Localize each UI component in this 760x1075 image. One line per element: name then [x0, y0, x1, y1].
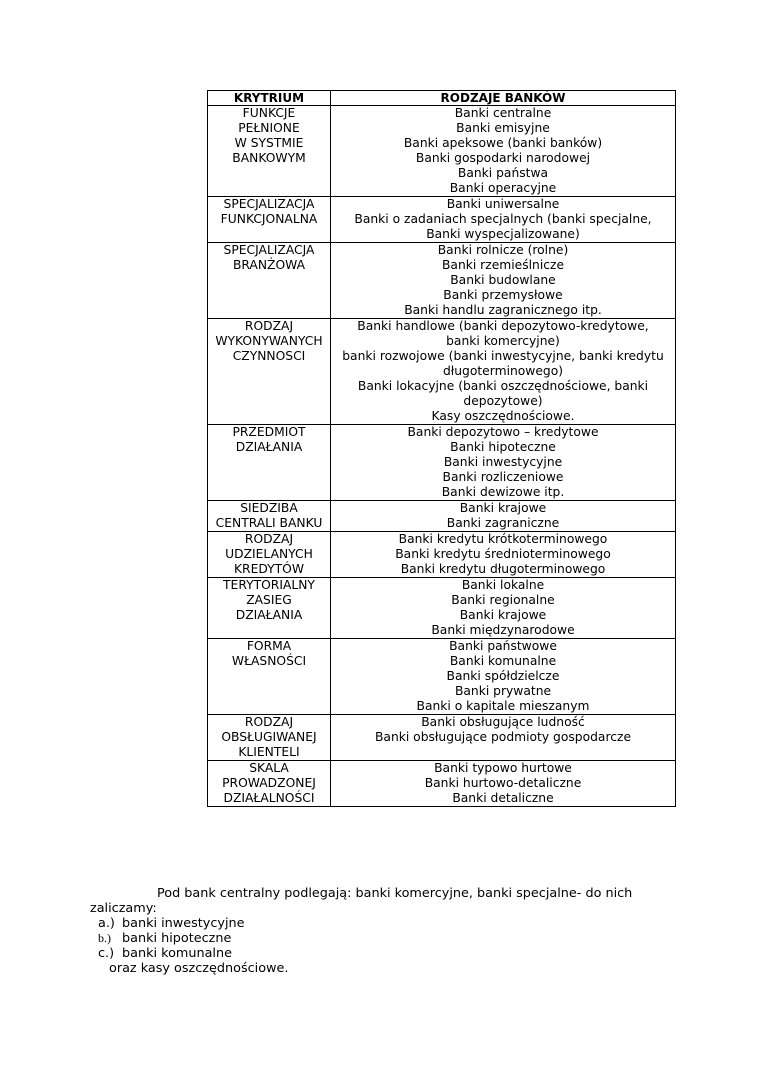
table-row — [208, 106, 676, 197]
bank-types-cell — [331, 243, 676, 319]
list-item-text: banki hipoteczne — [122, 931, 232, 946]
criterion-line: CZYNNOSCI — [232, 349, 306, 363]
table-row — [208, 715, 676, 761]
bank-type-line: Banki kredytu średnioterminowego — [395, 547, 611, 561]
table-row — [208, 532, 676, 578]
bank-types-cell — [331, 639, 676, 715]
bank-type-line: Banki komunalne — [449, 654, 557, 668]
bank-type-line: Banki budowlane — [450, 273, 556, 287]
bank-type-line: Banki inwestycyjne — [443, 455, 563, 469]
table-row — [208, 319, 676, 425]
bank-types-cell — [331, 761, 676, 807]
list-item — [90, 916, 690, 931]
bank-types-cell — [331, 106, 676, 197]
bank-type-line: Banki obsługujące podmioty gospodarcze — [374, 730, 632, 744]
criterion-line: TERYTORIALNY — [223, 578, 315, 592]
criterion-line: UDZIELANYCH — [225, 547, 313, 561]
bank-type-line: Banki gospodarki narodowej — [415, 151, 591, 165]
header-bank-types: RODZAJE BANKÓW — [331, 91, 676, 106]
bank-type-line: Banki państwa — [457, 166, 549, 180]
criterion-cell — [208, 425, 331, 501]
criterion-cell — [208, 761, 331, 807]
header-criterion: KRYTRIUM — [208, 91, 331, 106]
bank-types-cell — [331, 319, 676, 425]
table-row — [208, 578, 676, 639]
bank-type-line: Banki krajowe — [459, 608, 547, 622]
bank-type-line: banki rozwojowe (banki inwestycyjne, banki kredytu — [342, 349, 664, 363]
table-row — [208, 197, 676, 243]
bank-types-table — [207, 90, 676, 807]
criterion-cell — [208, 197, 331, 243]
list-item — [90, 931, 690, 946]
criterion-line: BRANŻOWA — [232, 258, 306, 272]
bank-type-line: Banki detaliczne — [452, 791, 554, 805]
criterion-line: KLIENTELI — [238, 745, 300, 759]
bank-type-line: Banki krajowe — [459, 501, 547, 515]
criterion-line: DZIAŁANIA — [235, 608, 303, 622]
criterion-line: RODZAJ — [244, 532, 294, 546]
bank-type-line: Banki międzynarodowe — [431, 623, 575, 637]
bank-type-line: Banki dewizowe itp. — [441, 485, 565, 499]
bank-type-line: Banki depozytowo – kredytowe — [407, 425, 599, 439]
criterion-cell — [208, 319, 331, 425]
criterion-line: BANKOWYM — [232, 151, 306, 165]
criterion-line: PROWADZONEJ — [222, 776, 316, 790]
criterion-cell — [208, 501, 331, 532]
bank-type-line: Banki operacyjne — [449, 181, 557, 195]
criterion-cell — [208, 639, 331, 715]
list-item — [90, 946, 690, 961]
criterion-line: SIEDZIBA — [240, 501, 298, 515]
bank-type-line: Banki rzemieślnicze — [441, 258, 565, 272]
bank-list — [90, 916, 690, 961]
bank-type-line: Banki rolnicze (rolne) — [437, 243, 569, 257]
criterion-cell — [208, 532, 331, 578]
bank-type-line: Banki prywatne — [454, 684, 552, 698]
criterion-line: WYKONYWANYCH — [215, 334, 323, 348]
bank-type-line: Banki kredytu krótkoterminowego — [398, 532, 608, 546]
bank-type-line: Banki o kapitale mieszanym — [416, 699, 590, 713]
criterion-line: SKALA — [249, 761, 289, 775]
bank-types-cell — [331, 197, 676, 243]
bank-type-line: Banki handlu zagranicznego itp. — [404, 303, 602, 317]
table-row — [208, 761, 676, 807]
bank-types-cell — [331, 501, 676, 532]
bank-type-line: Banki uniwersalne — [446, 197, 560, 211]
criterion-cell — [208, 578, 331, 639]
bank-type-line: Banki rozliczeniowe — [442, 470, 564, 484]
criterion-cell — [208, 243, 331, 319]
list-marker: b.) — [98, 931, 111, 945]
bank-type-line: Banki hipoteczne — [450, 440, 556, 454]
bank-type-line: Banki zagraniczne — [446, 516, 560, 530]
criterion-cell — [208, 715, 331, 761]
bank-type-line: Banki centralne — [454, 106, 552, 120]
bank-type-line: Banki lokalne — [461, 578, 545, 592]
bank-type-line: Banki emisyjne — [456, 121, 550, 135]
bank-type-line: Banki wyspecjalizowane) — [426, 227, 580, 241]
criterion-line: FORMA — [246, 639, 292, 653]
criterion-line: W SYSTMIE — [234, 136, 304, 150]
criterion-line: SPECJALIZACJA — [223, 197, 315, 211]
bank-type-line: długoterminowego) — [442, 364, 564, 378]
bank-type-line: depozytowe) — [463, 394, 543, 408]
bank-types-cell — [331, 715, 676, 761]
bank-type-line: Banki lokacyjne (banki oszczędnościowe, banki — [357, 379, 649, 393]
criterion-line: SPECJALIZACJA — [223, 243, 315, 257]
paragraph-closing: oraz kasy oszczędnościowe. — [109, 961, 289, 976]
criterion-line: PRZEDMIOT — [232, 425, 306, 439]
criterion-line: KREDYTÓW — [233, 562, 305, 576]
bank-type-line: banki komercyjne) — [446, 334, 560, 348]
list-item-text: banki inwestycyjne — [122, 916, 245, 931]
bank-type-line: Banki obsługujące ludność — [421, 715, 585, 729]
criterion-line: WŁASNOŚCI — [231, 654, 307, 668]
table-body — [208, 106, 676, 807]
criterion-line: RODZAJ — [244, 319, 294, 333]
criterion-line: ZASIEG — [246, 593, 292, 607]
list-marker: c.) — [98, 946, 115, 961]
table-row — [208, 501, 676, 532]
bank-type-line: Banki państwowe — [449, 639, 557, 653]
body-paragraph — [90, 886, 690, 976]
bank-type-line: Kasy oszczędnościowe. — [431, 409, 575, 423]
bank-type-line: Banki apeksowe (banki banków) — [403, 136, 603, 150]
table-row — [208, 243, 676, 319]
table-header-row — [208, 91, 676, 106]
criterion-line: DZIAŁANIA — [235, 440, 303, 454]
bank-type-line: Banki spółdzielcze — [446, 669, 560, 683]
bank-type-line: Banki regionalne — [451, 593, 555, 607]
bank-type-line: Banki typowo hurtowe — [434, 761, 572, 775]
table-row — [208, 425, 676, 501]
criterion-line: FUNKCJONALNA — [220, 212, 318, 226]
bank-type-line: Banki handlowe (banki depozytowo-kredytowe, — [357, 319, 649, 333]
bank-type-line: Banki o zadaniach specjalnych (banki specjalne, — [354, 212, 652, 226]
list-item-text: banki komunalne — [122, 946, 232, 961]
paragraph-line-1: Pod bank centralny podlegają: banki komercyjne, banki specjalne- do nich — [157, 886, 633, 901]
bank-type-line: Banki hurtowo-detaliczne — [424, 776, 582, 790]
bank-types-cell — [331, 532, 676, 578]
criterion-line: OBSŁUGIWANEJ — [221, 730, 317, 744]
bank-types-cell — [331, 578, 676, 639]
bank-types-cell — [331, 425, 676, 501]
criterion-line: PEŁNIONE — [238, 121, 300, 135]
paragraph-line-2: zaliczamy: — [90, 901, 157, 916]
bank-type-line: Banki przemysłowe — [443, 288, 563, 302]
criterion-line: FUNKCJE — [242, 106, 296, 120]
criterion-line: RODZAJ — [244, 715, 294, 729]
criterion-line: CENTRALI BANKU — [215, 516, 323, 530]
criterion-line: DZIAŁALNOŚCI — [223, 791, 315, 805]
bank-type-line: Banki kredytu długoterminowego — [400, 562, 606, 576]
criterion-cell — [208, 106, 331, 197]
table-row — [208, 639, 676, 715]
list-marker: a.) — [98, 916, 115, 931]
